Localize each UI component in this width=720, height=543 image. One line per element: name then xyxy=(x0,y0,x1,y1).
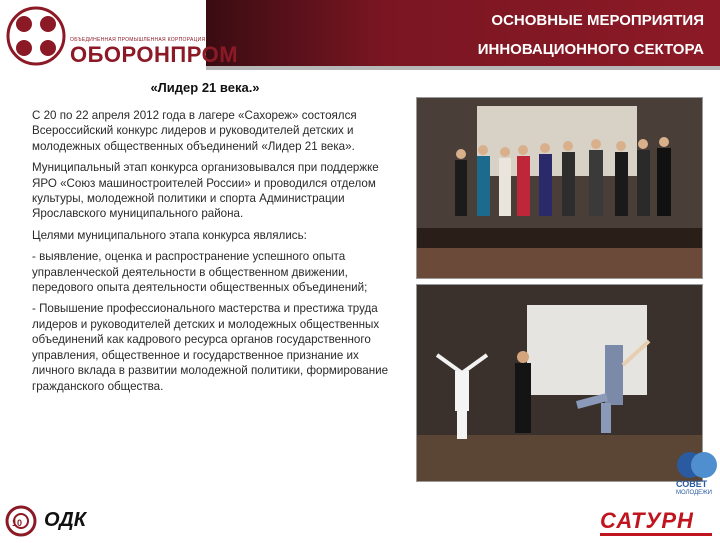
oboronprom-emblem-icon xyxy=(6,6,66,66)
odk-label: ОДК xyxy=(44,509,87,531)
photo-dance-image xyxy=(417,285,702,481)
paragraph: Целями муниципального этапа конкурса являлись: xyxy=(32,228,307,242)
saturn-label: САТУРН xyxy=(600,508,694,533)
paragraph: Муниципальный этап конкурса организовывался при поддержке ЯРО «Союз машиностроителей России» и проводился отделом культуры, молодежной политики и спорта Администрации Ярославского муниципального района. xyxy=(32,161,379,221)
header-divider xyxy=(206,66,720,70)
logo-name: ОБОРОНПРОМ xyxy=(70,42,239,67)
header-title-line2: ИННОВАЦИОННОГО СЕКТОРА xyxy=(477,41,704,58)
oboronprom-logo xyxy=(6,6,239,67)
header-title-line1: ОСНОВНЫЕ МЕРОПРИЯТИЯ xyxy=(491,12,704,29)
paragraph: С 20 по 22 апреля 2012 года в лагере «Сахореж» состоялся Всероссийский конкурс лидеров и руководителей детских и молодежных общественных объединений «Лидер 21 века». xyxy=(32,109,357,153)
paragraph: - Повышение профессионального мастерства и престижа труда лидеров и руководителей детских и молодежных общественных объединений как кадрового ресурса органов государственного управления, общественное и государственное признание их личного вклада в развитии молодежной политики, формирование гражданского общества. xyxy=(32,302,389,393)
sovet-label: СОВЕТ xyxy=(676,479,708,489)
logo-small-text: ОБЪЕДИНЕННАЯ ПРОМЫШЛЕННАЯ КОРПОРАЦИЯ xyxy=(70,37,206,43)
sovet-molodezhi-logo xyxy=(674,450,720,500)
page-subtitle: «Лидер 21 века.» xyxy=(150,80,260,95)
photo-dance xyxy=(416,284,703,482)
body-text xyxy=(32,108,392,400)
saturn-logo xyxy=(598,506,718,540)
header-title xyxy=(284,6,704,64)
sovet-sublabel: МОЛОДЕЖИ xyxy=(676,490,712,496)
sovet-emblem-icon xyxy=(674,450,720,480)
page-number: 10 xyxy=(12,518,23,528)
saturn-underline xyxy=(600,533,712,536)
photo-participants-image xyxy=(417,98,702,278)
photo-participants xyxy=(416,97,703,279)
header xyxy=(0,0,720,72)
paragraph: - выявление, оценка и распространение успешного опыта управленческой деятельности в общественном движении, передового опыта деятельности общественных объединений; xyxy=(32,250,368,295)
